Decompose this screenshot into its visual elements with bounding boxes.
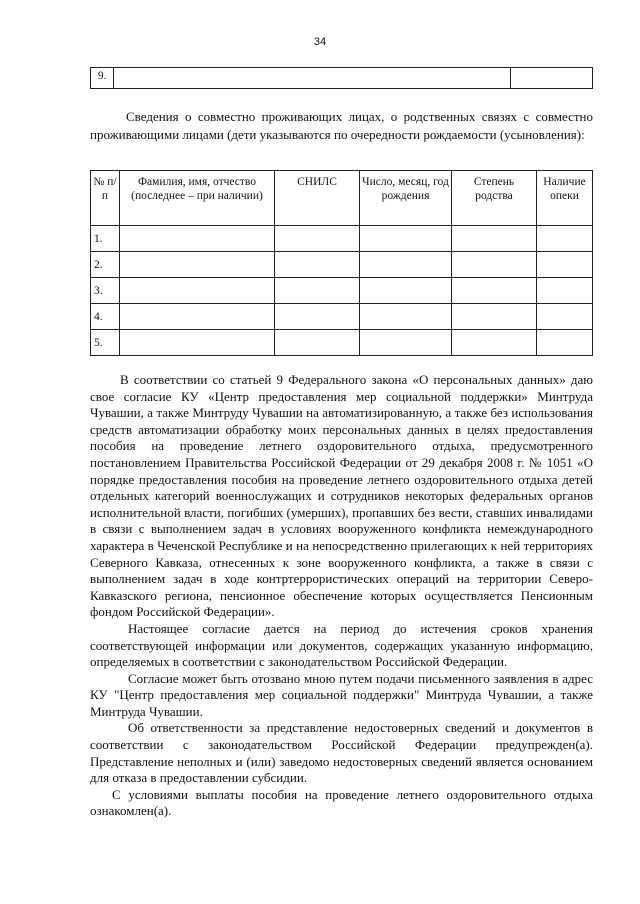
cell-relationship (452, 226, 537, 252)
row-number: 5. (91, 330, 120, 356)
table-row (91, 68, 593, 89)
consent-text-block (90, 372, 593, 820)
relatives-table (90, 170, 593, 356)
top-table (90, 67, 593, 89)
table-row (91, 278, 593, 304)
cell-snils (275, 330, 360, 356)
cell-snils (275, 252, 360, 278)
cell-full-name (120, 252, 275, 278)
cell-relationship (452, 304, 537, 330)
consent-main-paragraph: В соответствии со статьей 9 Федерального закона «О персональных данных» даю свое согласие КУ «Центр предоставления мер социальной поддержки» Минтруда Чувашии, а также Минтруду Чувашии на автоматизированную, а также без использования средств автоматизации обработку моих персональных данных в целях предоставления пособия на проведение летнего оздоровительного отдыха, предусмотренного постановлением Правительства Российской Федерации от 29 декабря 2008 г. № 1051 «О порядке предоставления пособия на проведение летнего оздоровительного отдыха детей отдельных категорий военнослужащих и сотрудников некоторых федеральных органов исполнительной власти, погибших (умерших), пропавших без вести, ставших инвалидами в связи с выполнением задач в условиях вооруженного конфликта немеждународного характера в Чеченской Республике и на непосредственно прилегающих к ней территориях Северного Кавказа, отнесенных к зоне вооруженного конфликта, а также в связи с выполнением задач в ходе контртеррористических операций на территории Северо-Кавказского региона, пенсионное обеспечение которых осуществляется Пенсионным фондом Российской Федерации». (90, 372, 593, 620)
cell-birth-date (360, 330, 452, 356)
row-number-cell: 9. (91, 68, 114, 89)
cell-full-name (120, 304, 275, 330)
cell-guardianship (537, 252, 593, 278)
cell-relationship (452, 252, 537, 278)
consent-revoke-paragraph: Согласие может быть отозвано мною путем подачи письменного заявления в адрес КУ "Центр предоставления мер социальной поддержки" Минтруда Чувашии, а также Минтруда Чувашии. (90, 670, 593, 719)
cell-relationship (452, 278, 537, 304)
header-birth-date: Число, месяц, год рождения (360, 171, 452, 226)
row-number: 2. (91, 252, 120, 278)
cell-guardianship (537, 278, 593, 304)
header-number: № п/п (91, 171, 120, 226)
cell-snils (275, 278, 360, 304)
cell-full-name (120, 330, 275, 356)
table-header-row (91, 171, 593, 226)
cell-birth-date (360, 278, 452, 304)
cell-birth-date (360, 252, 452, 278)
cell-relationship (452, 330, 537, 356)
page-number: 34 (313, 36, 327, 48)
row-number: 3. (91, 278, 120, 304)
text-cell (114, 68, 511, 89)
cell-full-name (120, 278, 275, 304)
header-snils: СНИЛС (275, 171, 360, 226)
value-cell (510, 68, 592, 89)
row-number: 4. (91, 304, 120, 330)
cell-birth-date (360, 226, 452, 252)
cell-birth-date (360, 304, 452, 330)
header-full-name: Фамилия, имя, отчество (последнее – при наличии) (120, 171, 275, 226)
consent-period-paragraph: Настоящее согласие дается на период до истечения сроков хранения соответствующей информации или документов, содержащих указанную информацию, определяемых в соответствии с законодательством Российской Федерации. (90, 620, 593, 670)
row-number: 1. (91, 226, 120, 252)
header-relationship: Степень родства (452, 171, 537, 226)
table-row (91, 252, 593, 278)
table-row (91, 226, 593, 252)
conditions-paragraph: С условиями выплаты пособия на проведение летнего оздоровительного отдыха ознакомлен(а). (90, 786, 593, 819)
cell-guardianship (537, 330, 593, 356)
table-row (91, 330, 593, 356)
table-row (91, 304, 593, 330)
cell-snils (275, 304, 360, 330)
header-guardianship: Наличие опеки (537, 171, 593, 226)
cell-snils (275, 226, 360, 252)
cell-guardianship (537, 304, 593, 330)
responsibility-paragraph: Об ответственности за представление недостоверных сведений и документов в соответствии с законодательством Российской Федерации предупрежден(а). Представление неполных и (или) заведомо недостоверных сведений является основанием для отказа в предоставлении субсидии. (90, 720, 593, 786)
cell-guardianship (537, 226, 593, 252)
intro-paragraph: Сведения о совместно проживающих лицах, о родственных связях с совместно проживающими лицами (дети указываются по очередности рождаемости (усыновления): (90, 109, 593, 142)
cell-full-name (120, 226, 275, 252)
